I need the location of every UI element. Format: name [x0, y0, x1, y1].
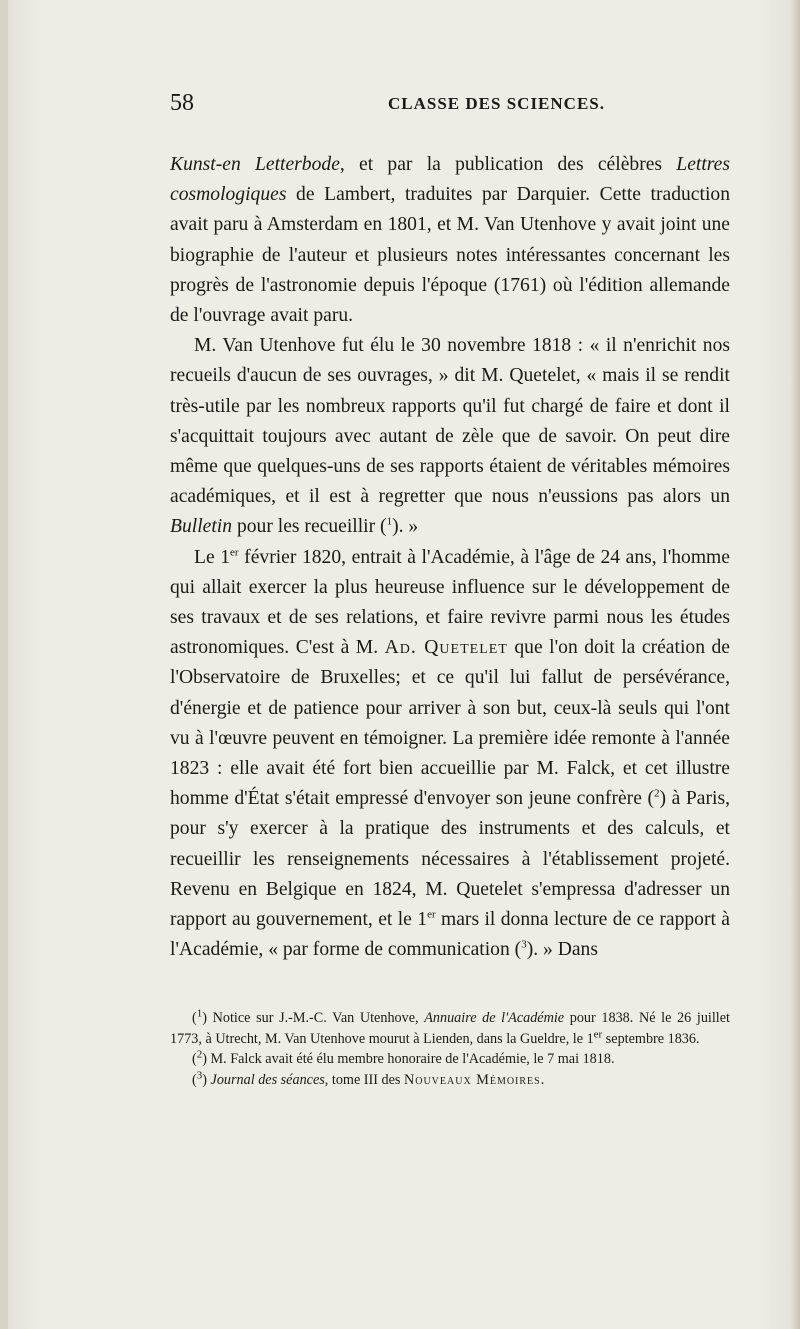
footnote-mark: 2: [196, 1048, 203, 1061]
main-text: [170, 150, 730, 965]
text-run: Le 1: [194, 546, 231, 568]
text-run: ). »: [392, 516, 419, 538]
italic-title: Kunst-en Letterbode: [170, 154, 340, 175]
page-left-edge: [0, 0, 8, 1329]
text-run: de Lambert, traduites par Darquier. Cette traduction avait paru à Amsterdam en 1801, et M. Van Utenhove y avait joint une biographie de l'auteur et plusieurs notes intéressantes concernant les progrès de l'astronomie depuis l'époque (1761) où l'édition allemande de l'ouvrage avait paru.: [170, 184, 730, 327]
italic-title: Lettres cosmologiques: [170, 154, 730, 206]
page-number: 58: [170, 90, 194, 116]
series-title: Nouveaux Mémoires: [403, 1071, 541, 1088]
text-run: que l'on doit la création de l'Observatoire de Bruxelles; et ce qu'il lui fallut de persévérance, d'énergie et de patience pour arriver à son but, ceux-là seuls qui l'ont vu à l'œuvre peuvent en témoigner. La première idée remonte à l'année 1823 : elle avait été fort bien accueillie par M. Falck, et cet illustre homme d'État s'était empressé d'envoyer son jeune confrère (: [170, 637, 730, 810]
italic-title: Annuaire de l'Académie: [424, 1010, 565, 1026]
ordinal-superscript: er: [230, 546, 239, 559]
footnote-ref: 2: [654, 787, 660, 800]
ordinal-superscript: er: [593, 1027, 603, 1040]
paragraph: [170, 543, 730, 966]
paragraph: [170, 331, 730, 542]
italic-title: Bulletin: [170, 516, 233, 538]
text-run: .: [540, 1071, 545, 1088]
running-title: CLASSE DES SCIENCES.: [388, 94, 605, 113]
text-run: , tome III des: [324, 1071, 404, 1088]
person-name: Ad. Quetelet: [384, 637, 508, 659]
footnote: ($^1$) Notice sur J.-M.-C. Van Utenhove, Annuaire de l'Académie pour 1838. Né le 26 juillet 1773, à Utrecht, M. Van Utenhove mourut à Lienden, dans la Gueldre, le 1er septembre 1836.: [170, 1007, 730, 1047]
footnote-ref: 1: [386, 515, 393, 528]
text-run: M. Falck avait été élu membre honoraire de l'Académie, le 7 mai 1818.: [210, 1051, 615, 1067]
footnotes: [170, 1008, 730, 1090]
footnote-mark: 1: [196, 1007, 203, 1020]
text-run: ) à Paris, pour s'y exercer à la pratique des instruments et des calculs, et recueillir les renseignements nécessaires à l'établissement projeté. Revenu en Belgique en 1824, M. Quetelet s'empressa d'adresser un rapport au gouvernement, et le 1: [170, 788, 730, 931]
page-right-edge: [790, 0, 800, 1329]
ordinal-superscript: er: [427, 908, 436, 921]
footnote-mark: 3: [196, 1068, 203, 1081]
text-run: février 1820, entrait à l'Académie, à l'âge de 24 ans, l'homme qui allait exercer la plus heureuse influence sur le développement de ses travaux et de ses relations, et faire revivre parmi nous les études astronomiques. C'est à M.: [170, 546, 730, 659]
text-run: pour les recueillir (: [232, 516, 387, 538]
text-run: mars il donna lecture de ce rapport à l'Académie, « par forme de communication (: [170, 909, 731, 961]
text-run: ). » Dans: [526, 939, 598, 961]
italic-title: Journal des séances: [210, 1071, 325, 1088]
paragraph: [170, 150, 730, 331]
footnote: ($^3$) Journal des séances, tome III des Nouveaux Mémoires.: [192, 1068, 545, 1088]
text-run: pour 1838. Né le 26 juillet 1773, à Utrecht, M. Van Utenhove mourut à Lienden, dans la Gueldre, le 1: [170, 1010, 730, 1047]
page-header: [170, 90, 730, 120]
footnote: ($^2$) M. Falck avait été élu membre honoraire de l'Académie, le 7 mai 1818.: [192, 1048, 615, 1067]
text-run: M. Van Utenhove fut élu le 30 novembre 1818 : « il n'enrichit nos recueils d'aucun de ses ouvrages, » dit M. Quetelet, « mais il se rendit très-utile par les nombreux rapports qu'il fut chargé de faire et dont il s'acquittait toujours avec autant de zèle que de savoir. On peut dire même que quelques-uns de ses rapports étaient de véritables mémoires académiques, et il est à regretter que nous n'eussions pas alors un: [170, 335, 730, 508]
text-run: septembre 1836.: [602, 1030, 700, 1047]
text-run: Notice sur J.-M.-C. Van Utenhove,: [212, 1010, 425, 1026]
footnote-ref: 3: [521, 938, 527, 951]
text-run: , et par la publication des célèbres: [339, 154, 677, 175]
